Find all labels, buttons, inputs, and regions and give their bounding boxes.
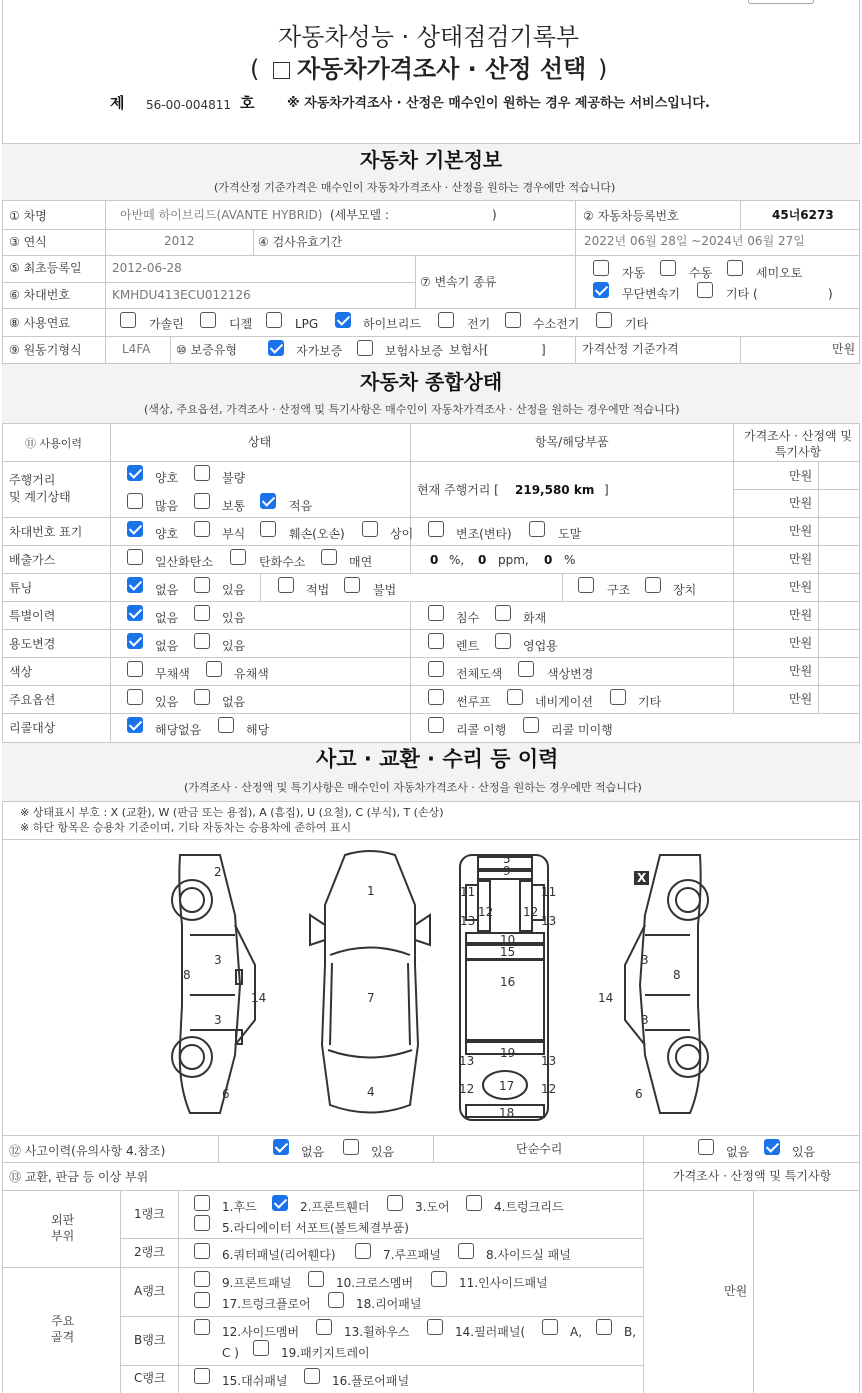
trans-cvt-checkbox[interactable] [593, 282, 609, 298]
part-quarter-panel-label: 6.쿼터패널(리어휀다) [222, 1248, 336, 1262]
diag-left-6: 6 [222, 1087, 230, 1101]
year-label: ③ 연식 [9, 235, 47, 249]
outer-label-2: 부위 [51, 1229, 75, 1243]
emission-co-checkbox[interactable] [127, 549, 143, 565]
exchange-label: ⑬ 교환, 판금 등 이상 부위 [9, 1170, 149, 1184]
recall-yes-label: 해당 [246, 723, 270, 737]
mileage-bad-label: 불량 [222, 471, 246, 485]
diag-under-19: 19 [500, 1046, 516, 1060]
fuel-diesel-label: 디젤 [229, 317, 253, 331]
part-front-panel-label: 9.프론트패널 [222, 1276, 292, 1290]
warranty-self-label: 자가보증 [296, 344, 343, 358]
subtitle-text: 자동차가격조사 · 산정 선택 [297, 55, 587, 83]
emission-hc-label: 탄화수소 [259, 555, 306, 569]
mileage-current-suffix: ] [604, 483, 609, 497]
repair-yes-checkbox[interactable] [764, 1139, 780, 1155]
frame-label-2: 골격 [51, 1330, 75, 1344]
usage-label: 용도변경 [9, 637, 56, 651]
mileage-current-value: 219,580 km [515, 483, 595, 497]
color-chromatic-label: 유채색 [234, 667, 269, 681]
diag-left-14: 14 [251, 991, 267, 1005]
part-inside-panel-label: 11.인사이드패널 [459, 1276, 548, 1290]
vin-price: 만원 [789, 524, 813, 538]
recall-none-label: 해당없음 [155, 723, 202, 737]
inspect-label: ④ 검사유효기간 [258, 235, 343, 249]
part-pillar-b-checkbox[interactable] [596, 1319, 612, 1335]
diag-right-14: 14 [598, 991, 614, 1005]
tuning-price: 만원 [789, 580, 813, 594]
trans-other-close: ) [828, 287, 833, 301]
special-price: 만원 [789, 608, 813, 622]
emission-co-label: 일산화탄소 [155, 555, 213, 569]
tuning-illegal-checkbox[interactable] [344, 577, 360, 593]
part-cross-member-label: 10.크로스멤버 [336, 1276, 414, 1290]
diag-left-2: 2 [214, 865, 222, 879]
mileage-price-1: 만원 [789, 469, 813, 483]
part-dash-panel-label: 15.대쉬패널 [222, 1374, 288, 1388]
color-full-paint-checkbox[interactable] [428, 661, 444, 677]
part-roof-panel-label: 7.루프패널 [383, 1248, 441, 1262]
accident-none-label: 없음 [301, 1145, 325, 1159]
part-pillar-panel-checkbox[interactable] [427, 1319, 443, 1335]
tuning-none-checkbox[interactable] [127, 577, 143, 593]
color-label: 색상 [9, 665, 33, 679]
mileage-current-prefix: 현재 주행거리 [ [417, 483, 499, 497]
vin-damage-checkbox[interactable] [260, 521, 276, 537]
special-flood-label: 침수 [456, 611, 480, 625]
diag-top-7: 7 [367, 991, 375, 1005]
tuning-none-label: 없음 [155, 583, 179, 597]
diag-left-8: 8 [183, 968, 191, 982]
trans-cvt-label: 무단변속기 [622, 287, 680, 301]
emission-hc-value: 0 [478, 553, 487, 567]
part-inside-panel-checkbox[interactable] [431, 1271, 447, 1287]
option-no-label: 없음 [222, 695, 246, 709]
fuel-electric-checkbox[interactable] [438, 312, 454, 328]
warranty-insurer-checkbox[interactable] [357, 340, 373, 356]
tuning-label: 튜닝 [9, 581, 33, 595]
diag-under-11a: 11 [460, 885, 476, 899]
tuning-structure-checkbox[interactable] [578, 577, 594, 593]
usage-none-checkbox[interactable] [127, 633, 143, 649]
vin-rust-checkbox[interactable] [194, 521, 210, 537]
rankB-label: B랭크 [134, 1333, 166, 1347]
first-reg-label: ⑤ 최초등록일 [9, 261, 82, 275]
diag-under-15: 15 [500, 945, 516, 959]
trans-auto-label: 자동 [622, 266, 646, 280]
mileage-good-label: 양호 [155, 471, 179, 485]
trans-manual-label: 수동 [689, 266, 713, 280]
option-sunroof-label: 썬루프 [456, 695, 491, 709]
part-floor-panel-checkbox[interactable] [304, 1368, 320, 1384]
detail-model-label: (세부모델 : [330, 208, 389, 222]
part-pillar-panel-label: 14.필러패널( [455, 1325, 526, 1339]
part-radiator-support-checkbox[interactable] [194, 1215, 210, 1231]
diag-under-13c: 13 [459, 1054, 475, 1068]
recall-none-checkbox[interactable] [127, 717, 143, 733]
vin-smeared-label: 도말 [558, 527, 582, 541]
emission-smoke-value: 0 [544, 553, 553, 567]
diag-under-12d: 12 [541, 1082, 557, 1096]
option-yes-label: 있음 [155, 695, 179, 709]
fuel-hydrogen-checkbox[interactable] [505, 312, 521, 328]
option-yes-checkbox[interactable] [127, 689, 143, 705]
emission-co-unit: %, [449, 553, 465, 567]
emission-hc-checkbox[interactable] [230, 549, 246, 565]
no-suffix: 호 [240, 94, 255, 112]
fuel-gasoline-checkbox[interactable] [120, 312, 136, 328]
price-base-label: 가격산정 기준가격 [582, 342, 679, 356]
trans-semi-label: 세미오토 [756, 266, 803, 280]
fuel-other-checkbox[interactable] [596, 312, 612, 328]
option-sunroof-checkbox[interactable] [428, 689, 444, 705]
car-name-value: 아반떼 하이브리드(AVANTE HYBRID) [120, 208, 323, 222]
exchange-price-label: 가격조사 · 산정액 및 특기사항 [673, 1169, 832, 1183]
color-full-paint-label: 전체도색 [456, 667, 503, 681]
part-hood-label: 1.후드 [222, 1200, 257, 1214]
trans-other-checkbox[interactable] [697, 282, 713, 298]
diag-right-x-mark: X [634, 871, 649, 885]
color-price: 만원 [789, 664, 813, 678]
option-price: 만원 [789, 692, 813, 706]
vin-altered-checkbox[interactable] [428, 521, 444, 537]
part-dash-panel-checkbox[interactable] [194, 1368, 210, 1384]
special-fire-checkbox[interactable] [495, 605, 511, 621]
trans-label: ⑦ 변속기 종류 [420, 275, 497, 289]
recall-label: 리콜대상 [9, 721, 56, 735]
car-damage-diagram [160, 845, 720, 1125]
fuel-hybrid-checkbox[interactable] [335, 312, 351, 328]
option-label: 주요옵션 [9, 693, 56, 707]
diag-under-11b: 11 [541, 885, 557, 899]
special-none-label: 없음 [155, 611, 179, 625]
top-scroll-button[interactable] [748, 0, 814, 4]
document-title: 자동차성능 · 상태점검기록부 [278, 23, 580, 51]
usage-business-checkbox[interactable] [495, 633, 511, 649]
diag-left-3b: 3 [214, 1013, 222, 1027]
vin-rust-label: 부식 [222, 527, 246, 541]
option-navi-label: 네비게이션 [535, 695, 593, 709]
engine-label: ⑨ 원동기형식 [9, 343, 82, 357]
vin-diff-checkbox[interactable] [362, 521, 378, 537]
fuel-lpg-label: LPG [295, 317, 319, 331]
fuel-lpg-checkbox[interactable] [266, 312, 282, 328]
mileage-normal-checkbox[interactable] [194, 493, 210, 509]
part-floor-panel-label: 16.플로어패널 [332, 1374, 410, 1388]
usage-rent-label: 렌트 [456, 639, 480, 653]
diag-under-16: 16 [500, 975, 516, 989]
emission-label: 배출가스 [9, 553, 56, 567]
vin-good-checkbox[interactable] [127, 521, 143, 537]
mileage-label-2: 및 계기상태 [9, 490, 71, 504]
accident-note: (가격조사 · 산정액 및 특기사항은 매수인이 자동차가격조사 · 산정을 원하는 경우에만 적습니다) [184, 781, 642, 794]
price-base-unit: 만원 [832, 342, 856, 356]
emission-price: 만원 [789, 552, 813, 566]
color-achromatic-checkbox[interactable] [127, 661, 143, 677]
part-door-checkbox[interactable] [387, 1195, 403, 1211]
diag-under-18: 18 [499, 1106, 515, 1120]
emission-smoke-label: 매연 [349, 555, 373, 569]
tuning-structure-label: 구조 [607, 583, 631, 597]
recall-not-done-checkbox[interactable] [523, 717, 539, 733]
exchange-price-unit: 만원 [724, 1284, 748, 1298]
vin-altered-label: 변조(변타) [456, 527, 512, 541]
tuning-yes-checkbox[interactable] [194, 577, 210, 593]
detail-model-close: ) [492, 208, 497, 222]
diag-under-13a: 13 [460, 914, 476, 928]
special-yes-label: 있음 [222, 611, 246, 625]
recall-done-label: 리콜 이행 [456, 723, 507, 737]
trans-other-label: 기타 ( [726, 287, 758, 301]
mileage-bad-checkbox[interactable] [194, 465, 210, 481]
diag-top-4: 4 [367, 1085, 375, 1099]
usage-rent-checkbox[interactable] [428, 633, 444, 649]
trans-auto-checkbox[interactable] [593, 260, 609, 276]
emission-co-value: 0 [430, 553, 439, 567]
mileage-price-2: 만원 [789, 496, 813, 510]
fuel-hybrid-label: 하이브리드 [363, 317, 421, 331]
col-item: 항목/해당부품 [535, 435, 609, 449]
warranty-self-checkbox[interactable] [268, 340, 284, 356]
diag-under-10: 10 [500, 933, 516, 947]
subtitle-open: ( [250, 55, 260, 83]
part-trunk-lid-checkbox[interactable] [466, 1195, 482, 1211]
legend-scope: ※ 하단 항목은 승용차 기준이며, 기타 자동차는 승용차에 준하여 표시 [20, 821, 352, 834]
recall-yes-checkbox[interactable] [218, 717, 234, 733]
usage-yes-checkbox[interactable] [194, 633, 210, 649]
status-note: (색상, 주요옵션, 가격조사 · 산정액 및 특기사항은 매수인이 자동차가격조사 · 산정을 원하는 경우에만 적습니다) [144, 403, 680, 416]
part-roof-panel-checkbox[interactable] [355, 1243, 371, 1259]
part-pillar-c-label: C ) [222, 1346, 239, 1360]
accident-history-label: ⑫ 사고이력(유의사항 4.참조) [9, 1144, 166, 1158]
diag-right-3b: 3 [641, 1013, 649, 1027]
diag-left-3a: 3 [214, 953, 222, 967]
accident-yes-checkbox[interactable] [343, 1139, 359, 1155]
special-flood-checkbox[interactable] [428, 605, 444, 621]
tuning-legal-checkbox[interactable] [278, 577, 294, 593]
vin-value: KMHDU413ECU012126 [112, 288, 251, 302]
inspect-value: 2022년 06월 28일 ~2024년 06월 27일 [584, 234, 805, 248]
part-side-member-label: 12.사이드멤버 [222, 1325, 300, 1339]
fuel-label: ⑧ 사용연료 [9, 316, 70, 330]
accident-none-checkbox[interactable] [273, 1139, 289, 1155]
vin-damage-label: 훼손(오손) [289, 527, 345, 541]
part-radiator-support-label: 5.라디에이터 서포트(볼트체결부품) [222, 1221, 409, 1235]
diag-under-12c: 12 [459, 1082, 475, 1096]
mileage-good-checkbox[interactable] [127, 465, 143, 481]
special-yes-checkbox[interactable] [194, 605, 210, 621]
mileage-low-checkbox[interactable] [260, 493, 276, 509]
diag-under-5: 5 [503, 852, 511, 866]
diag-under-17: 17 [499, 1079, 515, 1093]
warranty-insurer-bracket-close: ] [541, 343, 546, 357]
accident-yes-label: 있음 [371, 1145, 395, 1159]
year-value: 2012 [164, 234, 195, 248]
price-service-checkbox[interactable] [273, 62, 290, 79]
fuel-hydrogen-label: 수소전기 [533, 317, 580, 331]
part-package-tray-checkbox[interactable] [253, 1340, 269, 1356]
frame-label-1: 주요 [51, 1314, 75, 1328]
rank2-label: 2랭크 [134, 1245, 165, 1259]
fuel-gasoline-label: 가솔린 [149, 317, 184, 331]
first-reg-value: 2012-06-28 [112, 261, 182, 275]
part-pillar-b-label: B, [624, 1325, 637, 1339]
part-wheel-house-checkbox[interactable] [316, 1319, 332, 1335]
trans-manual-checkbox[interactable] [660, 260, 676, 276]
color-change-label: 색상변경 [547, 667, 594, 681]
tuning-device-label: 장치 [673, 583, 697, 597]
color-achromatic-label: 무채색 [155, 667, 190, 681]
col-state: 상태 [248, 435, 272, 449]
trans-semi-checkbox[interactable] [727, 260, 743, 276]
part-side-sill-label: 8.사이드실 패널 [486, 1248, 571, 1262]
fuel-diesel-checkbox[interactable] [200, 312, 216, 328]
part-cross-member-checkbox[interactable] [308, 1271, 324, 1287]
simple-repair-label: 단순수리 [516, 1142, 563, 1156]
rankC-label: C랭크 [134, 1371, 166, 1385]
usage-none-label: 없음 [155, 639, 179, 653]
warranty-insurer-label: 보험사보증 [385, 344, 443, 358]
usage-price: 만원 [789, 636, 813, 650]
diag-right-8: 8 [673, 968, 681, 982]
basic-info-note: (가격산정 기준가격은 매수인이 자동차가격조사 · 산정을 원하는 경우에만 적습니다) [214, 181, 616, 194]
diag-top-1: 1 [367, 884, 375, 898]
repair-yes-label: 있음 [792, 1145, 816, 1159]
outer-label-1: 외판 [51, 1213, 75, 1227]
reg-no-value: 45너6273 [772, 208, 834, 222]
tuning-device-checkbox[interactable] [645, 577, 661, 593]
reg-no-label: ② 자동차등록번호 [583, 209, 679, 223]
diag-under-9: 9 [503, 864, 511, 878]
part-trunk-lid-label: 4.트렁크리드 [494, 1200, 564, 1214]
no-prefix: 제 [110, 94, 125, 112]
warranty-label: ⑩ 보증유형 [176, 343, 237, 357]
option-no-checkbox[interactable] [194, 689, 210, 705]
special-none-checkbox[interactable] [127, 605, 143, 621]
emission-smoke-checkbox[interactable] [321, 549, 337, 565]
mileage-many-label: 많음 [155, 499, 179, 513]
vin-label: ⑥ 차대번호 [9, 288, 70, 302]
basic-info-title: 자동차 기본정보 [360, 148, 503, 172]
legend-symbols: ※ 상태표시 부호 : X (교환), W (판금 또는 용접), A (흠집), U (요철), C (부식), T (손상) [20, 806, 444, 819]
color-change-checkbox[interactable] [518, 661, 534, 677]
subtitle-close: ) [598, 55, 608, 83]
engine-value: L4FA [122, 342, 151, 356]
part-front-panel-checkbox[interactable] [194, 1271, 210, 1287]
fuel-other-label: 기타 [625, 317, 649, 331]
vin-diff-label: 상이 [390, 527, 414, 541]
diag-under-13d: 13 [541, 1054, 557, 1068]
tuning-legal-label: 적법 [306, 583, 330, 597]
option-other-checkbox[interactable] [610, 689, 626, 705]
part-pillar-a-checkbox[interactable] [542, 1319, 558, 1335]
fuel-electric-label: 전기 [467, 317, 491, 331]
diag-right-6: 6 [635, 1087, 643, 1101]
repair-none-checkbox[interactable] [698, 1139, 714, 1155]
mileage-normal-label: 보통 [222, 499, 246, 513]
part-side-sill-checkbox[interactable] [458, 1243, 474, 1259]
diag-under-12b: 12 [523, 905, 539, 919]
mileage-low-label: 적음 [289, 499, 313, 513]
rankA-label: A랭크 [134, 1284, 166, 1298]
part-front-fender-label: 2.프론트휀더 [300, 1200, 370, 1214]
special-fire-label: 화재 [523, 611, 547, 625]
vin-smeared-checkbox[interactable] [529, 521, 545, 537]
car-name-label: ① 차명 [9, 209, 47, 223]
mileage-many-checkbox[interactable] [127, 493, 143, 509]
usage-business-label: 영업용 [523, 639, 558, 653]
service-notice: ※ 자동차가격조사 · 산정은 매수인이 원하는 경우 제공하는 서비스입니다. [287, 96, 710, 111]
diag-under-12a: 12 [478, 905, 494, 919]
emission-smoke-unit: % [564, 553, 576, 567]
diag-right-3a: 3 [641, 953, 649, 967]
part-quarter-panel-checkbox[interactable] [194, 1243, 210, 1259]
tuning-yes-label: 있음 [222, 583, 246, 597]
part-hood-checkbox[interactable] [194, 1195, 210, 1211]
repair-none-label: 없음 [726, 1145, 750, 1159]
vin-mark-label: 차대번호 표기 [9, 525, 83, 539]
recall-done-checkbox[interactable] [428, 717, 444, 733]
col-history: ⑪ 사용이력 [25, 437, 83, 450]
part-door-label: 3.도어 [415, 1200, 450, 1214]
special-label: 특별이력 [9, 609, 56, 623]
part-front-fender-checkbox[interactable] [272, 1195, 288, 1211]
col-price: 가격조사 · 산정액 및 특기사항 [744, 429, 852, 459]
part-wheel-house-label: 13.휠하우스 [344, 1325, 410, 1339]
status-title: 자동차 종합상태 [360, 370, 503, 394]
color-chromatic-checkbox[interactable] [206, 661, 222, 677]
part-side-member-checkbox[interactable] [194, 1319, 210, 1335]
record-number: 56-00-004811 [146, 98, 232, 112]
rank1-label: 1랭크 [134, 1207, 165, 1221]
usage-yes-label: 있음 [222, 639, 246, 653]
part-pillar-a-label: A, [570, 1325, 583, 1339]
part-rear-panel-checkbox[interactable] [328, 1292, 344, 1308]
option-other-label: 기타 [638, 695, 662, 709]
diag-under-13b: 13 [541, 914, 557, 928]
emission-hc-unit: ppm, [498, 553, 529, 567]
tuning-illegal-label: 불법 [373, 583, 397, 597]
option-navi-checkbox[interactable] [507, 689, 523, 705]
part-trunk-floor-checkbox[interactable] [194, 1292, 210, 1308]
part-rear-panel-label: 18.리어패널 [356, 1297, 422, 1311]
vin-good-label: 양호 [155, 527, 179, 541]
warranty-insurer-bracket: 보험사[ [449, 343, 489, 357]
part-package-tray-label: 19.패키지트레이 [281, 1346, 370, 1360]
mileage-label-1: 주행거리 [9, 473, 56, 487]
recall-not-done-label: 리콜 미이행 [551, 723, 613, 737]
accident-title: 사고 · 교환 · 수리 등 이력 [316, 747, 559, 771]
part-trunk-floor-label: 17.트렁크플로어 [222, 1297, 311, 1311]
